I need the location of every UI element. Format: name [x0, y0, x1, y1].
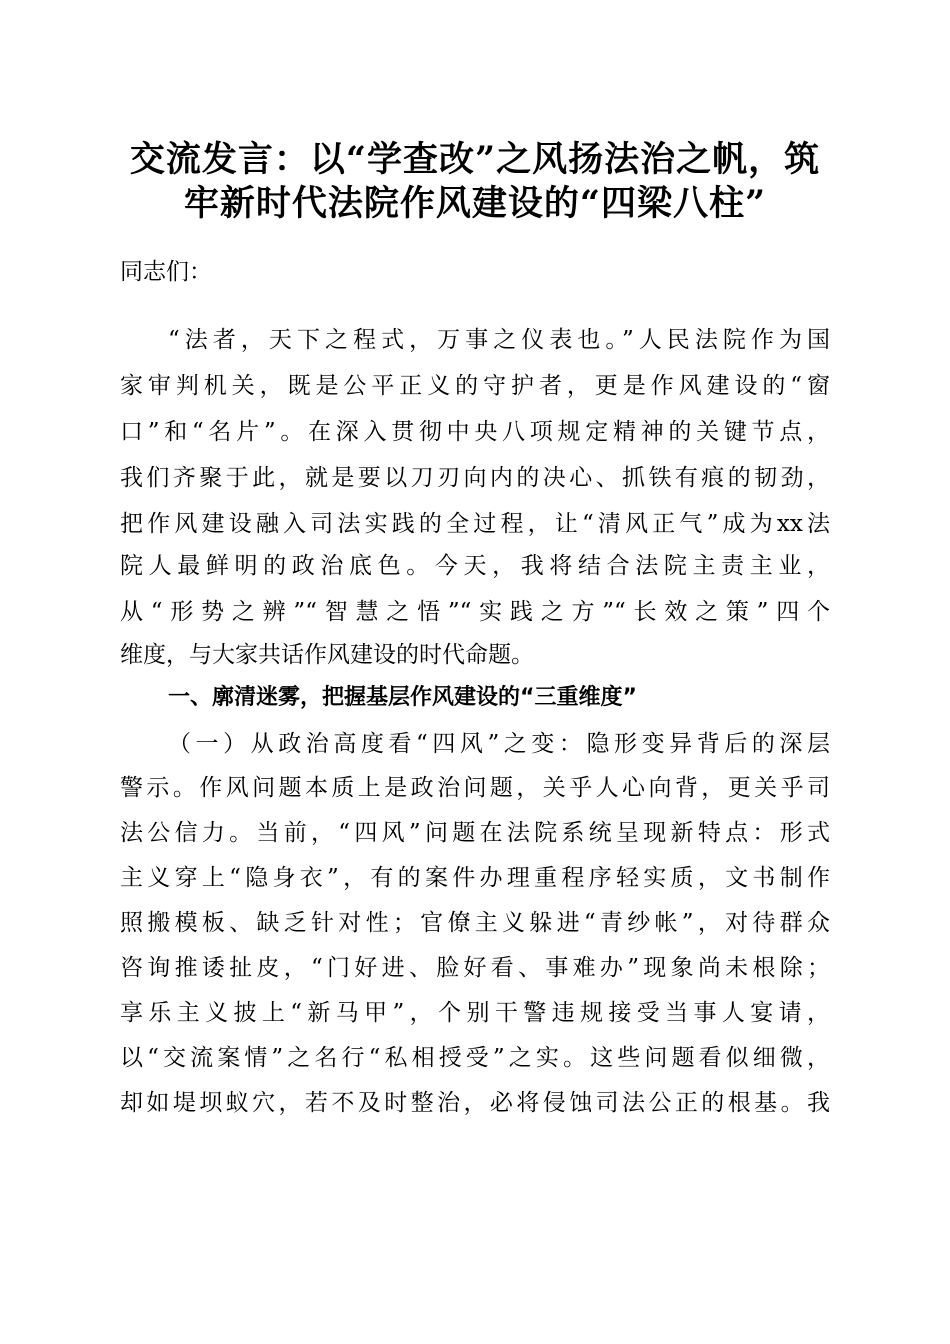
paragraph-2-line: 警示。作风问题本质上是政治问题，关乎人心向背，更关乎司 [120, 775, 830, 801]
paragraph-2-line: 却如堤坝蚁穴，若不及时整治，必将侵蚀司法公正的根基。我 [120, 1090, 830, 1116]
paragraph-1-line: 口”和“名片”。在深入贯彻中央八项规定精神的关键节点， [120, 419, 830, 445]
paragraph-2-line: 照搬模板、缺乏针对性；官僚主义躲进“青纱帐”，对待群众 [120, 910, 830, 936]
paragraph-2-line: 享乐主义披上“新马甲”，个别干警违规接受当事人宴请， [120, 1000, 830, 1026]
paragraph-1-line: 院人最鲜明的政治底色。今天，我将结合法院主责主业， [120, 553, 830, 579]
paragraph-2-line: （一）从政治高度看“四风”之变：隐形变异背后的深层 [168, 731, 830, 757]
paragraph-2-line: 法公信力。当前，“四风”问题在法院系统呈现新特点：形式 [120, 820, 830, 846]
paragraph-2-line: 主义穿上“隐身衣”，有的案件办理重程序轻实质，文书制作 [120, 865, 830, 891]
paragraph-2-line: 以“交流案情”之名行“私相授受”之实。这些问题看似细微， [120, 1045, 830, 1071]
document-title-line-2: 牢新时代法院作风建设的“四梁八柱” [183, 183, 767, 224]
paragraph-1-line: 从“形势之辨”“智慧之悟”“实践之方”“长效之策”四个 [120, 599, 830, 625]
paragraph-1-line: 维度，与大家共话作风建设的时代命题。 [120, 642, 534, 668]
paragraph-1-line: “法者，天下之程式，万事之仪表也。”人民法院作为国 [168, 327, 830, 353]
salutation: 同志们： [120, 259, 212, 285]
document-title-line-1: 交流发言：以“学查改”之风扬法治之帆，筑 [129, 139, 821, 180]
paragraph-2-line: 咨询推诿扯皮，“门好进、脸好看、事难办”现象尚未根除； [120, 955, 830, 981]
paragraph-1-line: 把作风建设融入司法实践的全过程，让“清风正气”成为xx法 [120, 511, 830, 537]
paragraph-1-line: 我们齐聚于此，就是要以刀刃向内的决心、抓铁有痕的韧劲， [120, 465, 830, 491]
section-1-heading: 一、廓清迷雾，把握基层作风建设的“三重维度” [168, 685, 637, 710]
paragraph-1-line: 家审判机关，既是公平正义的守护者，更是作风建设的“窗 [120, 373, 830, 399]
